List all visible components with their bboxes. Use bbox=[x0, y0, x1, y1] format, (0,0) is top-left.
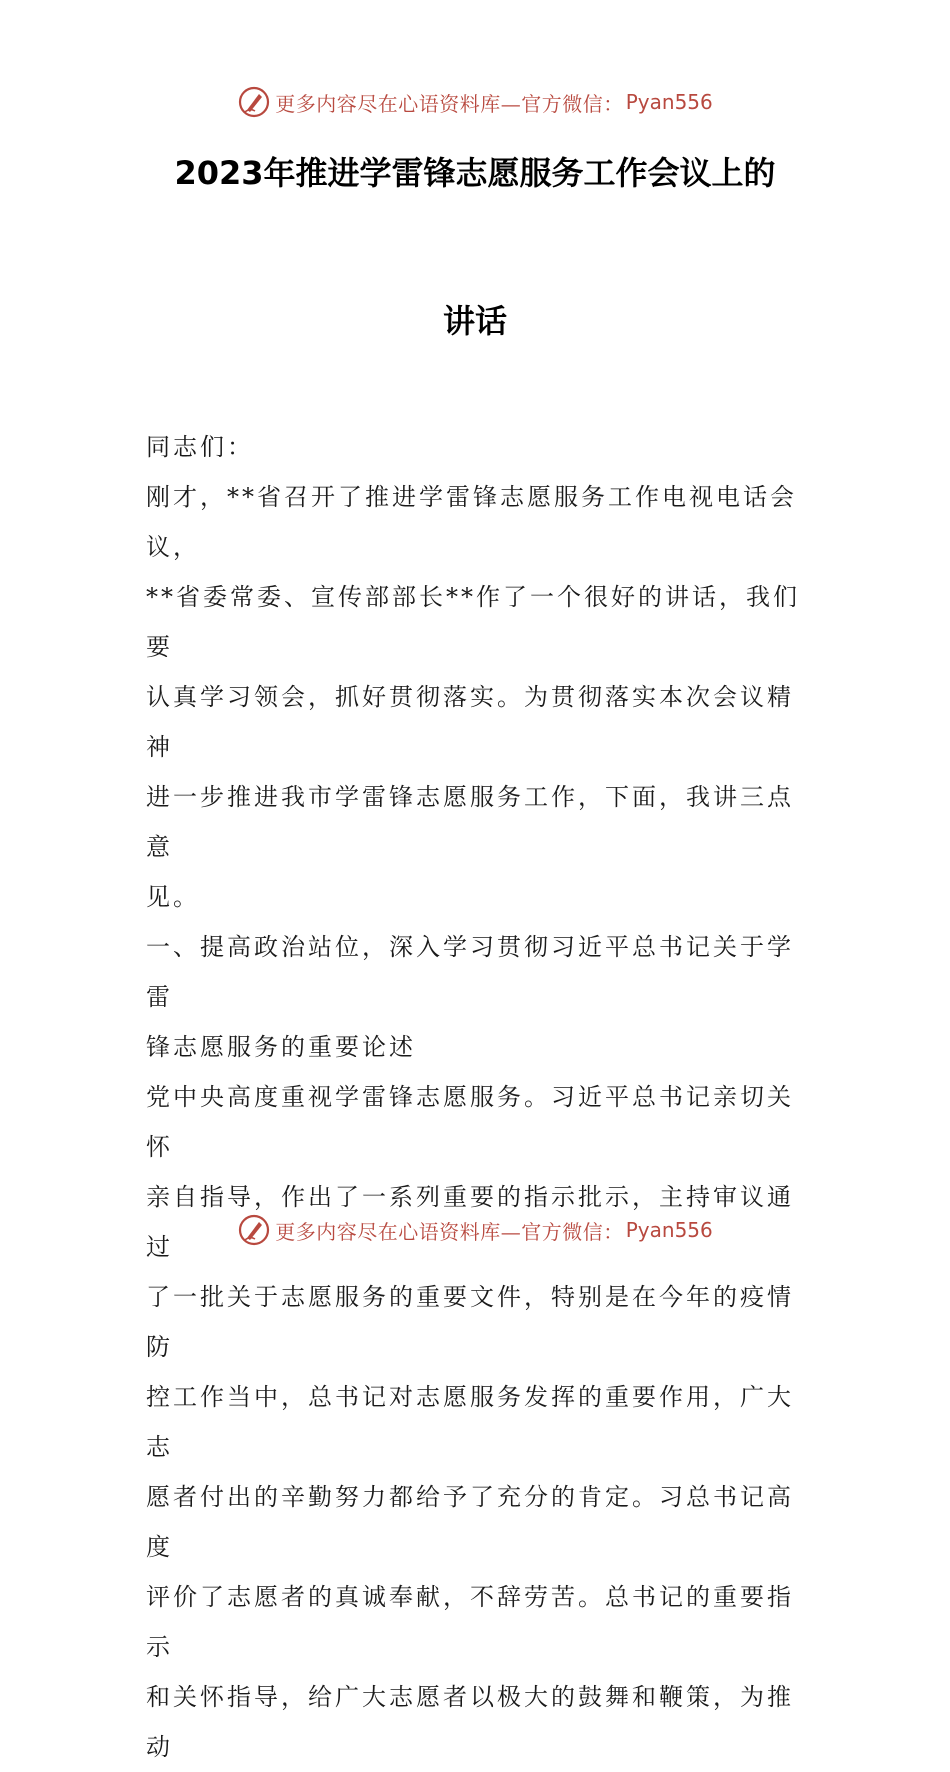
body-line: 亲自指导，作出了一系列重要的指示批示，主持审议通过 bbox=[146, 1183, 794, 1261]
body-line: 刚才，**省召开了推进学雷锋志愿服务工作电视电话会议， bbox=[146, 483, 797, 561]
body-line: 和关怀指导，给广大志愿者以极大的鼓舞和鞭策，为推动 bbox=[146, 1683, 794, 1761]
watermark-banner-bottom bbox=[0, 1210, 950, 1250]
body-line: 控工作当中，总书记对志愿服务发挥的重要作用，广大志 bbox=[146, 1383, 794, 1461]
watermark-text: 更多内容尽在心语资料库—官方微信： bbox=[275, 1219, 624, 1244]
body-line: 见。 bbox=[146, 883, 200, 911]
pen-logo-icon bbox=[237, 85, 271, 119]
watermark-wechat-id: Pyan556 bbox=[625, 90, 713, 114]
watermark-banner-top bbox=[0, 82, 950, 122]
body-line: 同志们： bbox=[146, 433, 254, 461]
document-body bbox=[146, 422, 816, 1772]
body-line: 愿者付出的辛勤努力都给予了充分的肯定。习总书记高度 bbox=[146, 1483, 794, 1561]
watermark-wechat-id: Pyan556 bbox=[625, 1218, 713, 1242]
body-line: 了一批关于志愿服务的重要文件，特别是在今年的疫情防 bbox=[146, 1283, 794, 1361]
section-heading: 锋志愿服务的重要论述 bbox=[146, 1033, 416, 1061]
body-line: **省委常委、宣传部部长**作了一个很好的讲话，我们要 bbox=[146, 583, 800, 661]
section-heading: 一、提高政治站位，深入学习贯彻习近平总书记关于学雷 bbox=[146, 933, 794, 1011]
pen-logo-icon bbox=[237, 1213, 271, 1247]
body-line: 党中央高度重视学雷锋志愿服务。习近平总书记亲切关怀 bbox=[146, 1083, 794, 1161]
body-line: 评价了志愿者的真诚奉献，不辞劳苦。总书记的重要指示 bbox=[146, 1583, 794, 1661]
body-line: 认真学习领会，抓好贯彻落实。为贯彻落实本次会议精神 bbox=[146, 683, 794, 761]
body-line: 进一步推进我市学雷锋志愿服务工作，下面，我讲三点意 bbox=[146, 783, 794, 861]
watermark-text: 更多内容尽在心语资料库—官方微信： bbox=[275, 91, 624, 116]
document-title-line-2: 讲话 bbox=[442, 302, 507, 340]
document-title-line-1: 2023年推进学雷锋志愿服务工作会议上的 bbox=[174, 154, 776, 192]
